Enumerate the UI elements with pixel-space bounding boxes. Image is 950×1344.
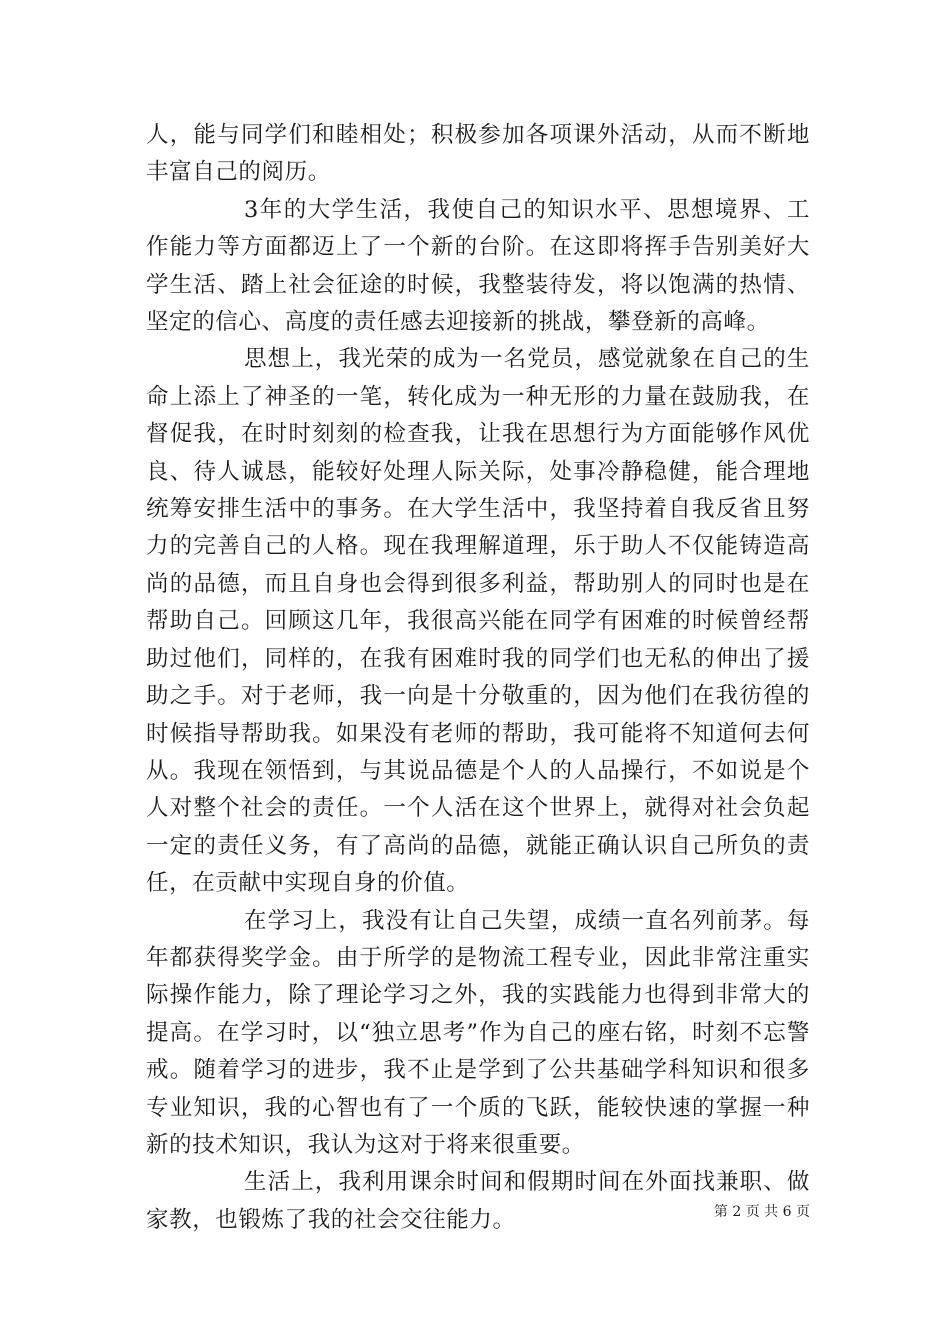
paragraph-5: 生活上，我利用课余时间和假期时间在外面找兼职、做家教，也锻炼了我的社会交往能力。: [146, 1169, 810, 1233]
page-number-footer: 第 2 页 共 6 页: [713, 1204, 810, 1220]
paragraph-2: 3年的大学生活，我使自己的知识水平、思想境界、工作能力等方面都迈上了一个新的台阶。在这即将挥手告别美好大学生活、踏上社会征途的时候，我整装待发，将以饱满的热情、坚定的信心、高度的责任感去迎接新的挑战，攀登新的高峰。: [146, 196, 810, 336]
paragraph-3: 思想上，我光荣的成为一名党员，感觉就象在自己的生命上添上了神圣的一笔，转化成为一种无形的力量在鼓励我，在督促我，在时时刻刻的检查我，让我在思想行为方面能够作风优良、待人诚恳，能较好处理人际关际，处事冷静稳健，能合理地统筹安排生活中的事务。在大学生活中，我坚持着自我反省且努力的完善自己的人格。现在我理解道理，乐于助人不仅能铸造高尚的品德，而且自身也会得到很多利益，帮助别人的同时也是在帮助自己。回顾这几年，我很高兴能在同学有困难的时候曾经帮助过他们，同样的，在我有困难时我的同学们也无私的伸出了援助之手。对于老师，我一向是十分敬重的，因为他们在我彷徨的时候指导帮助我。如果没有老师的帮助，我可能将不知道何去何从。我现在领悟到，与其说品德是个人的人品操行，不如说是个人对整个社会的责任。一个人活在这个世界上，就得对社会负起一定的责任义务，有了高尚的品德，就能正确认识自己所负的责任，在贡献中实现自身的价值。: [146, 346, 810, 897]
paragraph-4: 在学习上，我没有让自己失望，成绩一直名列前茅。每年都获得奖学金。由于所学的是物流工程专业，因此非常注重实际操作能力，除了理论学习之外，我的实践能力也得到非常大的提高。在学习时，以“独立思考”作为自己的座右铭，时刻不忘警戒。随着学习的进步，我不止是学到了公共基础学科知识和很多专业知识，我的心智也有了一个质的飞跃，能较快速的掌握一种新的技术知识，我认为这对于将来很重要。: [146, 907, 810, 1158]
paragraph-1: 人，能与同学们和睦相处；积极参加各项课外活动，从而不断地丰富自己的阅历。: [146, 122, 810, 186]
document-body: [146, 117, 810, 1239]
